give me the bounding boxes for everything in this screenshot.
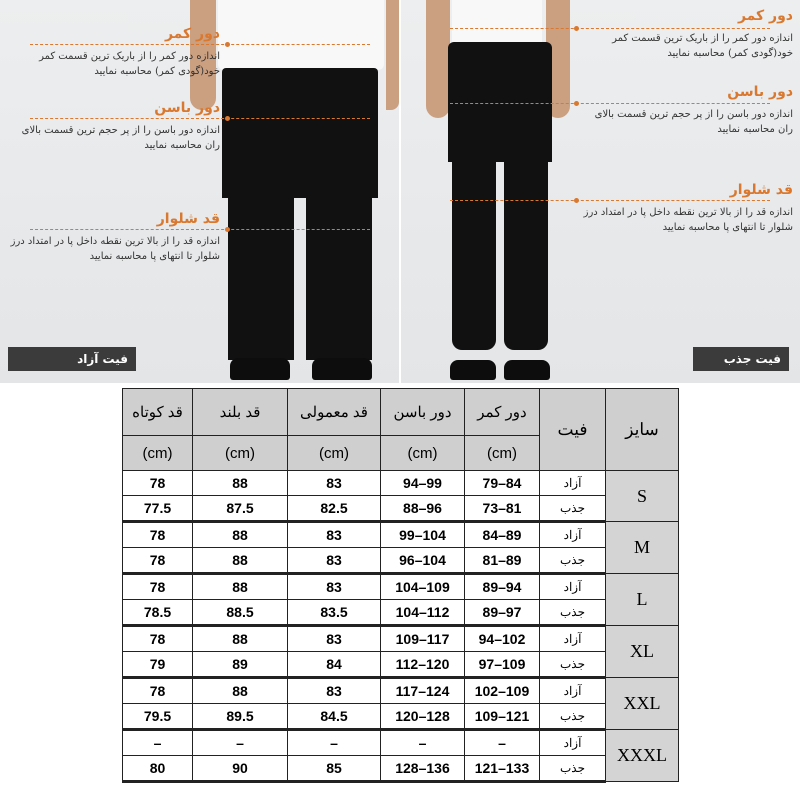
- left-hip-callout: [5, 100, 220, 153]
- cell-hip: 112–120: [381, 652, 465, 678]
- left-model-pants-leg: [306, 190, 372, 360]
- header-hip: دور باسن: [381, 389, 465, 436]
- cell-size: M: [606, 522, 679, 574]
- left-model-shoe: [230, 358, 290, 380]
- cell-tall: 87.5: [193, 496, 288, 522]
- header-fit: فیت: [540, 389, 606, 471]
- right-length-callout: [578, 182, 793, 235]
- cell-fit: جذب: [540, 756, 606, 782]
- cell-tall: 88: [193, 471, 288, 496]
- cell-tall: 88: [193, 626, 288, 652]
- cell-waist: 109–121: [465, 704, 540, 730]
- callout-title: دور باسن: [154, 100, 220, 116]
- cell-waist: 84–89: [465, 522, 540, 548]
- cell-short: 78: [123, 678, 193, 704]
- cell-short: 78.5: [123, 600, 193, 626]
- cell-short: 79: [123, 652, 193, 678]
- cell-tall: 88: [193, 678, 288, 704]
- table-row: [123, 626, 679, 652]
- right-model-shoe: [450, 360, 496, 380]
- callout-desc: اندازه دور کمر را از باریک ترین قسمت کمر خود(گودی کمر) محاسبه نمایید: [612, 33, 793, 59]
- cell-hip: 104–112: [381, 600, 465, 626]
- cell-waist: 89–94: [465, 574, 540, 600]
- guide-dot: [225, 42, 230, 47]
- cell-fit: جذب: [540, 496, 606, 522]
- size-table-body: [123, 471, 679, 782]
- cell-short: 78: [123, 548, 193, 574]
- cell-regular: 85: [288, 756, 381, 782]
- cell-waist: 81–89: [465, 548, 540, 574]
- cell-waist: 94–102: [465, 626, 540, 652]
- table-row: [123, 678, 679, 704]
- cell-fit: آزاد: [540, 730, 606, 756]
- table-row: [123, 548, 679, 574]
- cell-short: 77.5: [123, 496, 193, 522]
- table-row: [123, 756, 679, 782]
- cell-tall: 90: [193, 756, 288, 782]
- callout-title: قد شلوار: [729, 182, 793, 198]
- header-unit: (cm): [193, 436, 288, 471]
- cell-tall: 89: [193, 652, 288, 678]
- header-short: قد کوتاه: [123, 389, 193, 436]
- cell-regular: –: [288, 730, 381, 756]
- cell-tall: 88: [193, 548, 288, 574]
- cell-hip: 128–136: [381, 756, 465, 782]
- right-model-arm: [426, 0, 450, 118]
- right-hip-callout: [578, 84, 793, 137]
- cell-waist: –: [465, 730, 540, 756]
- guide-dot: [225, 227, 230, 232]
- right-model-tights-leg: [504, 150, 548, 350]
- left-model-arm: [386, 0, 399, 110]
- cell-hip: –: [381, 730, 465, 756]
- cell-fit: جذب: [540, 548, 606, 574]
- cell-regular: 83: [288, 574, 381, 600]
- table-row: [123, 496, 679, 522]
- cell-regular: 82.5: [288, 496, 381, 522]
- cell-hip: 117–124: [381, 678, 465, 704]
- header-unit: (cm): [381, 436, 465, 471]
- cell-size: XXXL: [606, 730, 679, 782]
- cell-size: S: [606, 471, 679, 522]
- cell-short: 78: [123, 574, 193, 600]
- right-model-tights-waist: [448, 42, 552, 162]
- left-model-shirt: [218, 0, 384, 70]
- left-model-pants-leg: [228, 190, 294, 360]
- cell-regular: 84: [288, 652, 381, 678]
- cell-hip: 99–104: [381, 522, 465, 548]
- header-unit: (cm): [465, 436, 540, 471]
- header-size: سایز: [606, 389, 679, 471]
- cell-hip: 96–104: [381, 548, 465, 574]
- callout-desc: اندازه دور کمر را از باریک ترین قسمت کمر خود(گودی کمر) محاسبه نمایید: [39, 51, 220, 77]
- size-guide-photo: [0, 0, 800, 383]
- table-row: [123, 730, 679, 756]
- cell-regular: 83: [288, 678, 381, 704]
- table-row: [123, 471, 679, 496]
- cell-hip: 120–128: [381, 704, 465, 730]
- table-row: [123, 600, 679, 626]
- cell-regular: 83: [288, 626, 381, 652]
- header-tall: قد بلند: [193, 389, 288, 436]
- photo-divider: [399, 0, 401, 383]
- cell-waist: 102–109: [465, 678, 540, 704]
- table-row: [123, 574, 679, 600]
- cell-short: 78: [123, 471, 193, 496]
- callout-desc: اندازه قد را از بالا ترین نقطه داخل پا در امتداد درز شلوار تا انتهای پا محاسبه نمایید: [583, 207, 793, 233]
- cell-fit: آزاد: [540, 574, 606, 600]
- cell-waist: 97–109: [465, 652, 540, 678]
- cell-waist: 79–84: [465, 471, 540, 496]
- left-model-pants-waist: [222, 68, 378, 198]
- header-regular: قد معمولی: [288, 389, 381, 436]
- cell-size: XL: [606, 626, 679, 678]
- cell-regular: 83: [288, 522, 381, 548]
- cell-regular: 84.5: [288, 704, 381, 730]
- cell-waist: 73–81: [465, 496, 540, 522]
- callout-title: دور کمر: [737, 8, 793, 24]
- cell-short: 78: [123, 626, 193, 652]
- cell-hip: 94–99: [381, 471, 465, 496]
- cell-regular: 83: [288, 548, 381, 574]
- cell-fit: جذب: [540, 652, 606, 678]
- callout-title: دور کمر: [164, 26, 220, 42]
- cell-hip: 88–96: [381, 496, 465, 522]
- cell-regular: 83.5: [288, 600, 381, 626]
- right-model-tights-leg: [452, 150, 496, 350]
- cell-tall: 88: [193, 574, 288, 600]
- loose-fit-label: فیت آزاد: [8, 347, 136, 371]
- cell-tall: 88.5: [193, 600, 288, 626]
- table-row: [123, 522, 679, 548]
- cell-short: 78: [123, 522, 193, 548]
- left-length-callout: [5, 211, 220, 264]
- cell-tall: –: [193, 730, 288, 756]
- cell-fit: جذب: [540, 704, 606, 730]
- right-model-shoe: [504, 360, 550, 380]
- cell-fit: آزاد: [540, 471, 606, 496]
- callout-title: قد شلوار: [156, 211, 220, 227]
- header-unit: (cm): [288, 436, 381, 471]
- cell-hip: 104–109: [381, 574, 465, 600]
- cell-tall: 89.5: [193, 704, 288, 730]
- cell-tall: 88: [193, 522, 288, 548]
- cell-fit: آزاد: [540, 678, 606, 704]
- size-table: [122, 388, 679, 783]
- slim-fit-label: فیت جذب: [693, 347, 789, 371]
- cell-waist: 89–97: [465, 600, 540, 626]
- left-waist-callout: [5, 26, 220, 79]
- cell-short: –: [123, 730, 193, 756]
- cell-short: 80: [123, 756, 193, 782]
- cell-fit: آزاد: [540, 626, 606, 652]
- cell-waist: 121–133: [465, 756, 540, 782]
- cell-hip: 109–117: [381, 626, 465, 652]
- header-waist: دور کمر: [465, 389, 540, 436]
- table-row: [123, 704, 679, 730]
- callout-desc: اندازه قد را از بالا ترین نقطه داخل پا در امتداد درز شلوار تا انتهای پا محاسبه نمایید: [10, 236, 220, 262]
- right-waist-callout: [578, 8, 793, 61]
- cell-fit: آزاد: [540, 522, 606, 548]
- header-unit: (cm): [123, 436, 193, 471]
- cell-fit: جذب: [540, 600, 606, 626]
- right-model-top: [452, 0, 542, 44]
- guide-dot: [225, 116, 230, 121]
- callout-title: دور باسن: [727, 84, 793, 100]
- callout-desc: اندازه دور باسن را از پر حجم ترین قسمت بالای ران محاسبه نمایید: [21, 125, 220, 151]
- cell-size: XXL: [606, 678, 679, 730]
- table-row: [123, 652, 679, 678]
- cell-regular: 83: [288, 471, 381, 496]
- callout-desc: اندازه دور باسن را از پر حجم ترین قسمت بالای ران محاسبه نمایید: [594, 109, 793, 135]
- left-model-shoe: [312, 358, 372, 380]
- cell-size: L: [606, 574, 679, 626]
- cell-short: 79.5: [123, 704, 193, 730]
